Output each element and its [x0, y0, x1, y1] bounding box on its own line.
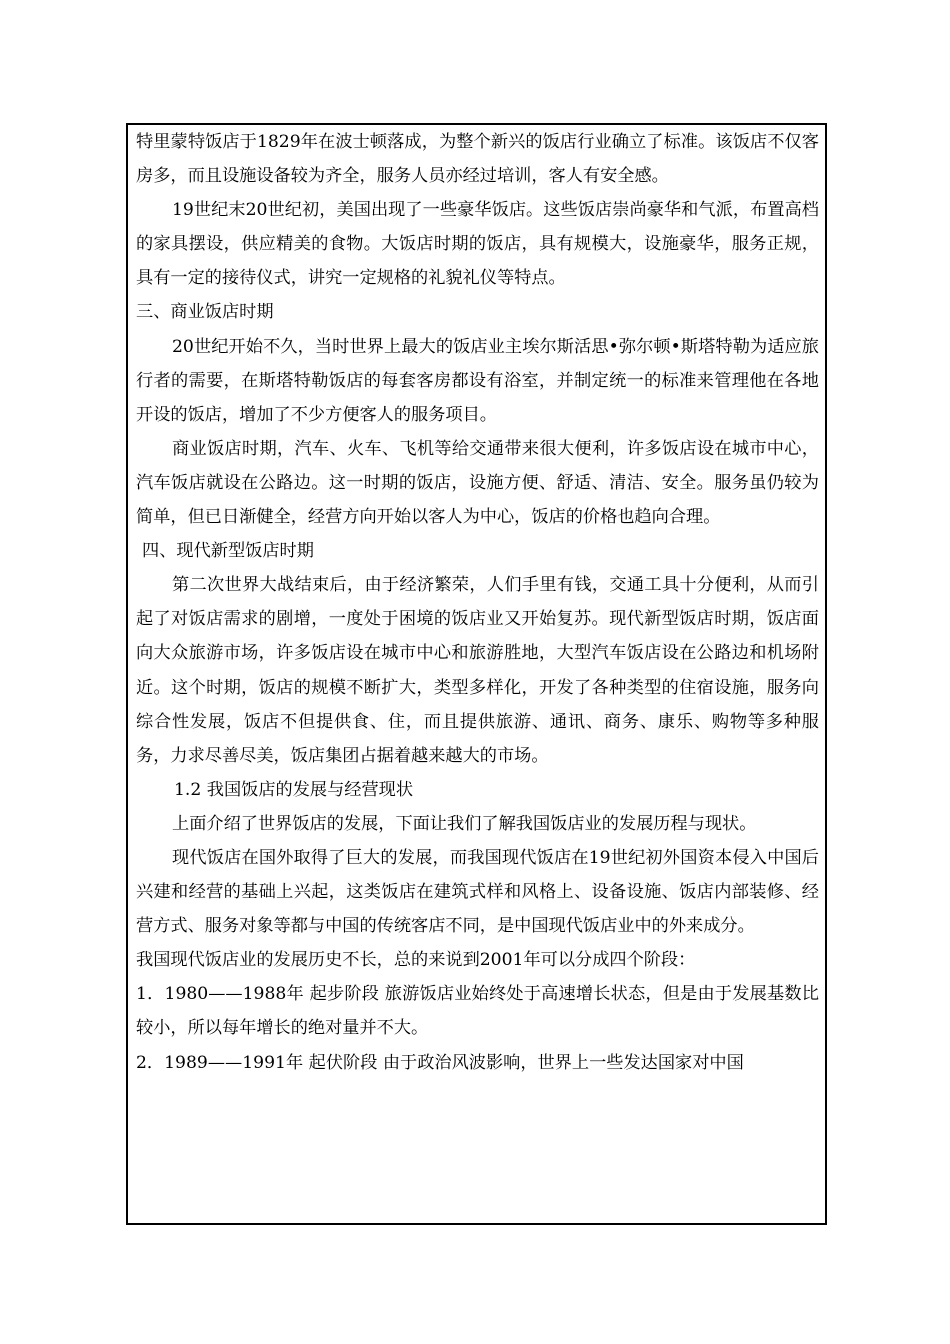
section-heading: 四、现代新型饭店时期: [142, 541, 314, 562]
section-heading: 1.2 我国饭店的发展与经营现状: [174, 779, 414, 800]
paragraph: 我国现代饭店业的发展历史不长，总的来说到2001年可以分成四个阶段：: [136, 950, 696, 971]
table-cell-frame: [126, 123, 827, 1225]
list-item: 1．1980——1988年 起步阶段 旅游饭店业始终处于高速增长状态，但是由于发展基数比较小，所以每年增长的绝对量并不大。: [136, 984, 819, 1039]
paragraph: 商业饭店时期，汽车、火车、飞机等给交通带来很大便利，许多饭店设在城市中心，汽车饭店就设在公路边。这一时期的饭店，设施方便、舒适、清洁、安全。服务虽仍较为简单，但已日渐健全，经营方向开始以客人为中心，饭店的价格也趋向合理。: [136, 438, 819, 528]
list-item: 2．1989——1991年 起伏阶段 由于政治风波影响，世界上一些发达国家对中国: [136, 1052, 744, 1073]
paragraph: 特里蒙特饭店于1829年在波士顿落成，为整个新兴的饭店行业确立了标准。该饭店不仅客房多，而且设施设备较为齐全，服务人员亦经过培训，客人有安全感。: [136, 132, 819, 187]
paragraph: 20世纪开始不久，当时世界上最大的饭店业主埃尔斯活思•弥尔顿•斯塔特勒为适应旅行者的需要，在斯塔特勒饭店的每套客房都设有浴室，并制定统一的标准来管理他在各地开设的饭店，增加了不少方便客人的服务项目。: [136, 336, 819, 425]
paragraph: 19世纪末20世纪初，美国出现了一些豪华饭店。这些饭店崇尚豪华和气派，布置高档的家具摆设，供应精美的食物。大饭店时期的饭店，具有规模大，设施豪华，服务正规，具有一定的接待仪式，讲究一定规格的礼貌礼仪等特点。: [136, 200, 819, 289]
paragraph: 第二次世界大战结束后，由于经济繁荣，人们手里有钱，交通工具十分便利，从而引起了对饭店需求的剧增，一度处于困境的饭店业又开始复苏。现代新型饭店时期，饭店面向大众旅游市场，许多饭店设在城市中心和旅游胜地，大型汽车饭店设在公路边和机场附近。这个时期，饭店的规模不断扩大，类型多样化，开发了各种类型的住宿设施，服务向综合性发展，饭店不但提供食、住，而且提供旅游、通讯、商务、康乐、购物等多种服务，力求尽善尽美，饭店集团占据着越来越大的市场。: [136, 575, 819, 766]
paragraph: 现代饭店在国外取得了巨大的发展，而我国现代饭店在19世纪初外国资本侵入中国后兴建和经营的基础上兴起，这类饭店在建筑式样和风格上、设备设施、饭店内部装修、经营方式、服务对象等都与中国的传统客店不同，是中国现代饭店业中的外来成分。: [136, 847, 819, 937]
section-heading: 三、商业饭店时期: [136, 302, 274, 323]
paragraph: 上面介绍了世界饭店的发展，下面让我们了解我国饭店业的发展历程与现状。: [172, 813, 757, 834]
document-body: [136, 125, 819, 1080]
